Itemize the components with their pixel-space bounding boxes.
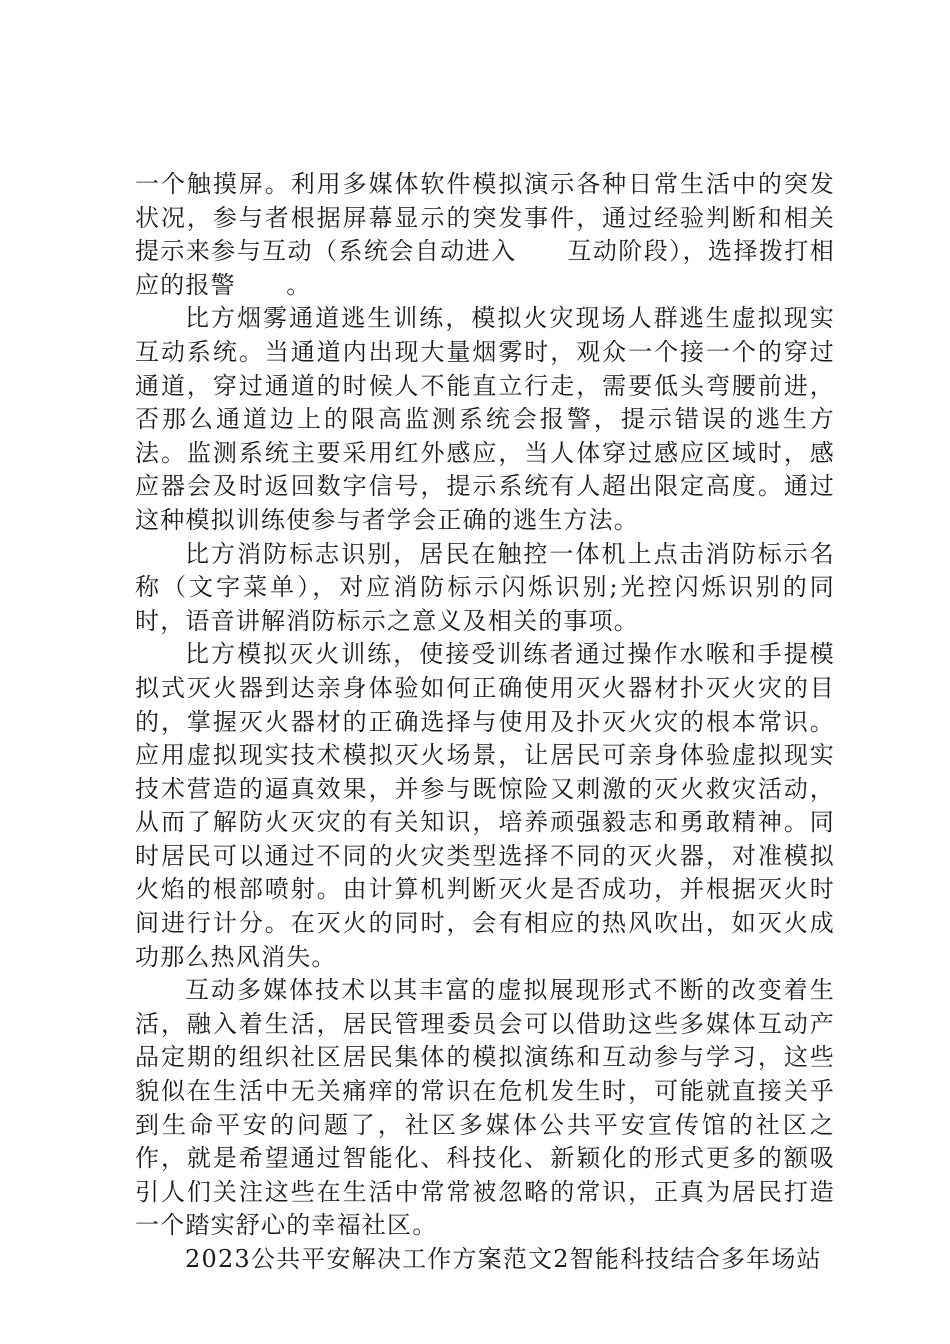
document-body — [135, 168, 835, 1277]
paragraph-touchscreen-intro: 一个触摸屏。利用多媒体软件模拟演示各种日常生活中的突发状况，参与者根据屏幕显示的突发事件，通过经验判断和相关提示来参与互动（系统会自动进入 互动阶段），选择拨打相应的报警 。 — [135, 170, 835, 299]
paragraph-plan-title-line: 2023公共平安解决工作方案范文2智能科技结合多年场站 — [185, 1245, 822, 1273]
paragraph-fire-sign-recognition: 比方消防标志识别，居民在触控一体机上点击消防标示名称（文字菜单），对应消防标示闪烁识别;光控闪烁识别的同时，语音讲解消防标示之意义及相关的事项。 — [135, 539, 835, 635]
paragraph-smoke-escape-training: 比方烟雾通道逃生训练，模拟火灾现场人群逃生虚拟现实互动系统。当通道内出现大量烟雾时，观众一个接一个的穿过通道，穿过通道的时候人不能直立行走，需要低头弯腰前进，否那么通道边上的限高监测系统会报警，提示错误的逃生方法。监测系统主要采用红外感应，当人体穿过感应区域时，感应器会及时返回数字信号，提示系统有人超出限定高度。通过这种模拟训练使参与者学会正确的逃生方法。 — [135, 304, 835, 534]
paragraph-interactive-multimedia: 互动多媒体技术以其丰富的虚拟展现形式不断的改变着生活，融入着生活，居民管理委员会可以借助这些多媒体互动产品定期的组织社区居民集体的模拟演练和互动参与学习，这些貌似在生活中无关痛痒的常识在危机发生时，可能就直接关乎到生命平安的问题了，社区多媒体公共平安宣传馆的社区之作，就是希望通过智能化、科技化、新颖化的形式更多的额吸引人们关注这些在生活中常常被忽略的常识，正真为居民打造一个踏实舒心的幸福社区。 — [135, 976, 835, 1240]
paragraph-fire-extinguishing-training: 比方模拟灭火训练，使接受训练者通过操作水喉和手提模拟式灭火器到达亲身体验如何正确使用灭火器材扑灭火灾的目的，掌握灭火器材的正确选择与使用及扑灭火灾的根本常识。应用虚拟现实技术模拟灭火场景，让居民可亲身体验虚拟现实技术营造的逼真效果，并参与既惊险又刺激的灭火救灾活动，从而了解防火灭灾的有关知识，培养顽强毅志和勇敢精神。同时居民可以通过不同的火灾类型选择不同的灭火器，对准模拟火焰的根部喷射。由计算机判断灭火是否成功，并根据灭火时间进行计分。在灭火的同时，会有相应的热风吹出，如灭火成功那么热风消失。 — [135, 640, 835, 971]
